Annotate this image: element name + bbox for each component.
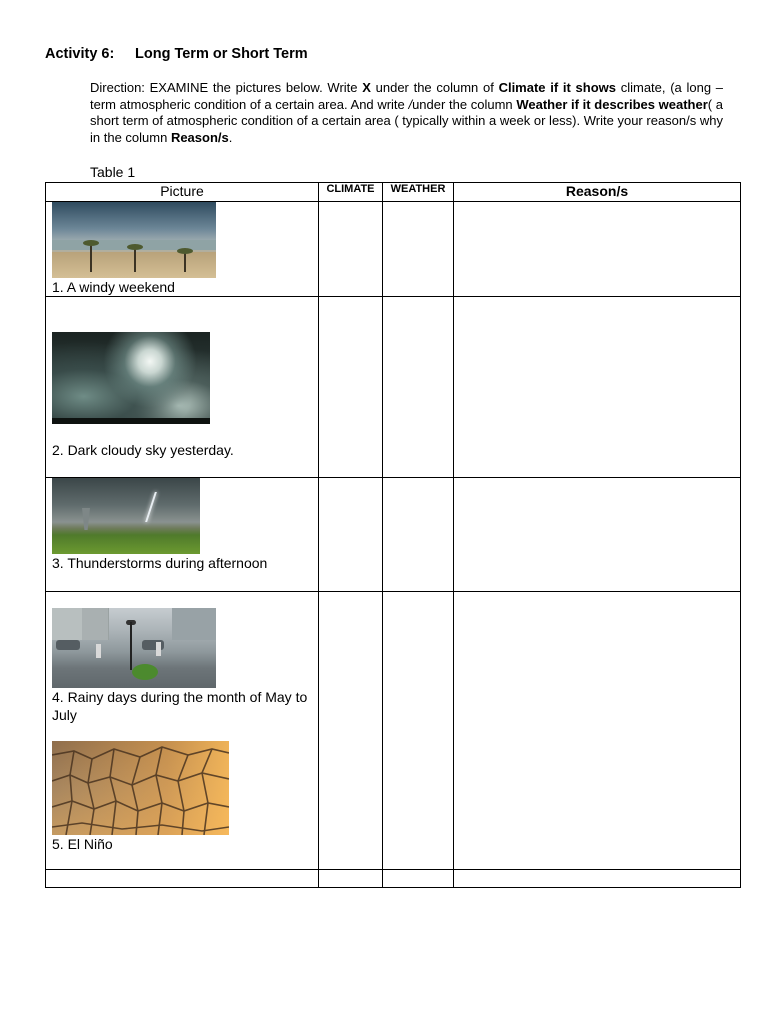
climate-cell[interactable] (319, 202, 383, 297)
reason-cell[interactable] (454, 870, 741, 888)
activity-number: Activity 6: (45, 46, 115, 62)
weather-cell[interactable] (383, 870, 454, 888)
picture-cell (46, 297, 319, 478)
climate-cell[interactable] (319, 478, 383, 592)
picture-caption: 5. El Niño (52, 836, 113, 852)
picture-cell (46, 202, 319, 297)
activity-heading (45, 46, 308, 62)
windy-beach-photo (52, 202, 216, 278)
direction-weather-bold: Weather if it describes weather (516, 96, 708, 112)
picture-caption: 4. Rainy days during the month of May to July (52, 689, 308, 723)
table-row (46, 592, 741, 870)
rainy-street-photo (52, 608, 216, 688)
table-header-row (46, 183, 741, 202)
header-climate: CLIMATE (319, 183, 383, 202)
table-caption: Table 1 (90, 164, 136, 180)
weather-cell[interactable] (383, 478, 454, 592)
dark-cloudy-sky-photo (52, 332, 210, 424)
direction-x-mark: X (362, 80, 371, 95)
picture-caption: 3. Thunderstorms during afternoon (52, 555, 268, 571)
picture-caption: 2. Dark cloudy sky yesterday. (52, 442, 234, 458)
direction-text: ( a short term of atmospheric condition of a certain area ( typically within a week or less). Write your reason/s why in the column (90, 96, 724, 145)
activity-table (45, 182, 741, 888)
table-row (46, 478, 741, 592)
direction-check-mark: / (408, 96, 413, 112)
reason-cell[interactable] (454, 297, 741, 478)
climate-cell[interactable] (319, 297, 383, 478)
climate-cell[interactable] (319, 592, 383, 870)
header-picture: Picture (46, 183, 319, 202)
weather-cell[interactable] (383, 202, 454, 297)
direction-text: under the column (412, 96, 517, 112)
table-row (46, 202, 741, 297)
picture-cell (46, 592, 319, 870)
direction-text: under the column of (370, 80, 499, 95)
direction-text: . (228, 129, 233, 145)
direction-climate-bold: Climate if it shows (498, 80, 616, 95)
direction-reason-bold: Reason/s (170, 129, 229, 145)
direction-paragraph (90, 80, 723, 146)
table-row (46, 297, 741, 478)
direction-text: Direction: EXAMINE the pictures below. Write (90, 80, 363, 95)
reason-cell[interactable] (454, 592, 741, 870)
picture-cell (46, 478, 319, 592)
thunderstorm-photo (52, 478, 200, 554)
reason-cell[interactable] (454, 202, 741, 297)
weather-cell[interactable] (383, 297, 454, 478)
picture-caption: 1. A windy weekend (52, 279, 175, 295)
weather-cell[interactable] (383, 592, 454, 870)
reason-cell[interactable] (454, 478, 741, 592)
climate-cell[interactable] (319, 870, 383, 888)
cracked-earth-photo (52, 741, 229, 835)
picture-cell[interactable] (46, 870, 319, 888)
table-row (46, 870, 741, 888)
header-reason: Reason/s (454, 183, 741, 202)
header-weather: WEATHER (383, 183, 454, 202)
direction-text: climate, (a long – term atmospheric condition of a certain area. And write (90, 80, 724, 112)
activity-title: Long Term or Short Term (135, 46, 308, 62)
